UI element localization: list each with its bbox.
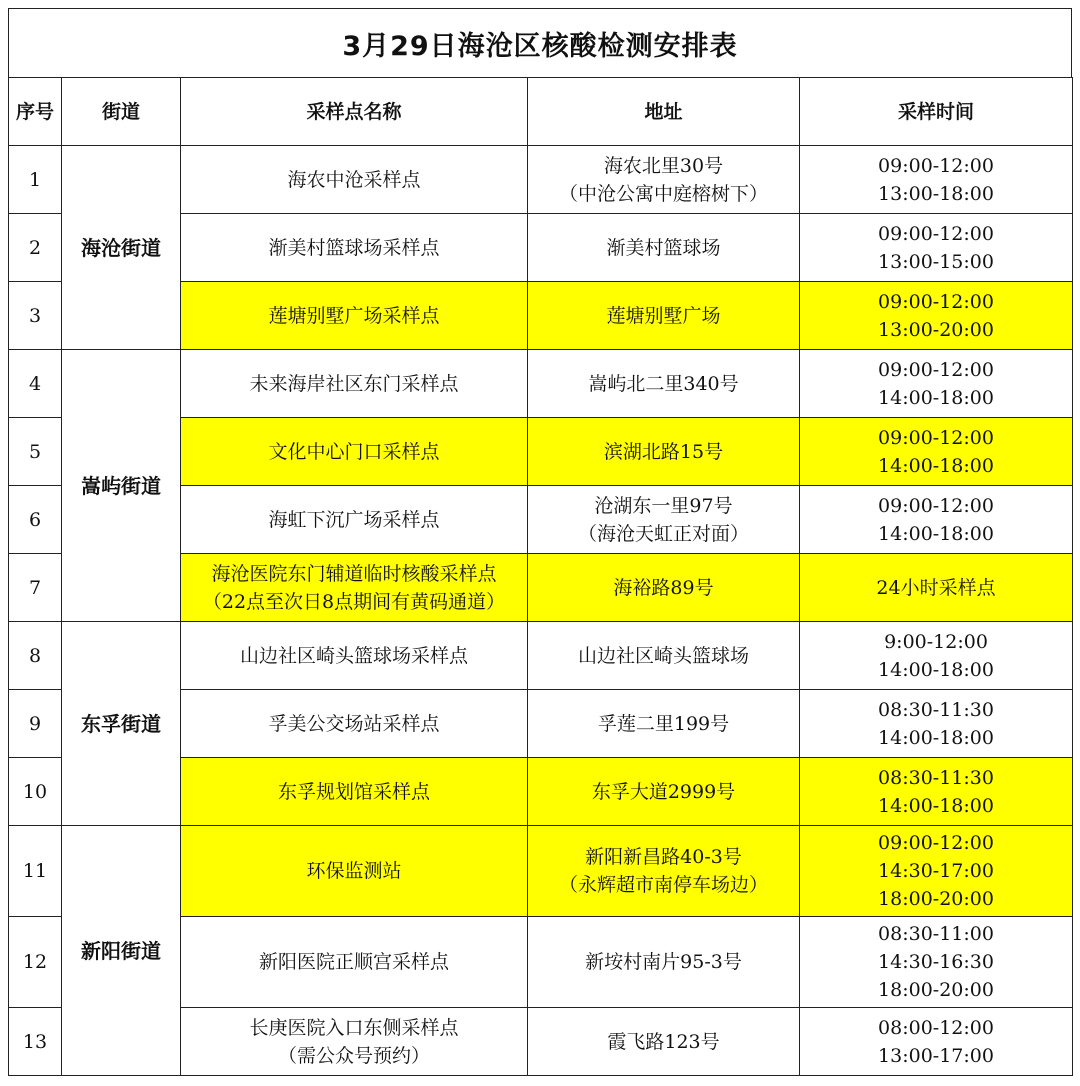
cell-time-line: 14:00-18:00 bbox=[878, 726, 994, 749]
cell-seq: 5 bbox=[9, 418, 62, 486]
cell-site bbox=[181, 690, 528, 758]
cell-time-line: 09:00-12:00 bbox=[878, 290, 994, 313]
cell-address-line: 霞飞路123号 bbox=[607, 1030, 720, 1053]
cell-address bbox=[528, 282, 800, 350]
cell-address-line: （中沧公寓中庭榕树下） bbox=[558, 182, 768, 205]
cell-address bbox=[528, 554, 800, 622]
cell-seq: 7 bbox=[9, 554, 62, 622]
cell-time-line: 14:00-18:00 bbox=[878, 658, 994, 681]
cell-street: 海沧街道 bbox=[62, 146, 181, 350]
cell-time-line: 09:00-12:00 bbox=[878, 154, 994, 177]
cell-site-line: 莲塘别墅广场采样点 bbox=[268, 304, 440, 327]
cell-time-line: 13:00-18:00 bbox=[878, 182, 994, 205]
cell-time bbox=[800, 758, 1073, 826]
cell-time-line: 09:00-12:00 bbox=[878, 494, 994, 517]
cell-address bbox=[528, 1008, 800, 1076]
cell-address-line: 新垵村南片95-3号 bbox=[585, 951, 742, 973]
cell-time-line: 08:30-11:30 bbox=[878, 766, 994, 789]
cell-time bbox=[800, 282, 1073, 350]
cell-site bbox=[181, 486, 528, 554]
cell-address-line: 东孚大道2999号 bbox=[591, 780, 736, 803]
cell-address-line: （海沧天虹正对面） bbox=[577, 522, 749, 545]
cell-address bbox=[528, 350, 800, 418]
cell-site-line: 海农中沧采样点 bbox=[287, 168, 421, 191]
cell-time bbox=[800, 146, 1073, 214]
cell-address-line: 沧湖东一里97号 bbox=[594, 494, 733, 517]
cell-site-line: （需公众号预约） bbox=[277, 1044, 430, 1067]
table-row bbox=[9, 622, 1073, 690]
cell-seq: 9 bbox=[9, 690, 62, 758]
cell-site bbox=[181, 418, 528, 486]
table-body bbox=[9, 146, 1073, 1076]
cell-address bbox=[528, 690, 800, 758]
cell-site bbox=[181, 917, 528, 1008]
cell-time-line: 13:00-20:00 bbox=[878, 318, 994, 341]
cell-time bbox=[800, 917, 1073, 1008]
cell-site-line: 孚美公交场站采样点 bbox=[268, 712, 440, 735]
cell-time-line: 14:30-17:00 bbox=[878, 860, 994, 882]
cell-street: 嵩屿街道 bbox=[62, 350, 181, 622]
cell-time bbox=[800, 418, 1073, 486]
cell-street: 东孚街道 bbox=[62, 622, 181, 826]
cell-time bbox=[800, 554, 1073, 622]
cell-time bbox=[800, 622, 1073, 690]
cell-address bbox=[528, 486, 800, 554]
cell-site-line: （22点至次日8点期间有黄码通道） bbox=[202, 590, 506, 613]
cell-time-line: 14:00-18:00 bbox=[878, 794, 994, 817]
cell-time-line: 13:00-17:00 bbox=[878, 1044, 994, 1067]
header-row bbox=[9, 78, 1073, 146]
cell-time-line: 08:30-11:00 bbox=[878, 923, 994, 945]
cell-site-line: 环保监测站 bbox=[306, 860, 402, 882]
cell-site bbox=[181, 282, 528, 350]
cell-seq: 10 bbox=[9, 758, 62, 826]
header-address: 地址 bbox=[528, 78, 800, 146]
cell-time bbox=[800, 214, 1073, 282]
cell-address-line: 嵩屿北二里340号 bbox=[588, 372, 739, 395]
cell-time bbox=[800, 690, 1073, 758]
cell-address-line: 海裕路89号 bbox=[613, 576, 714, 599]
cell-address bbox=[528, 622, 800, 690]
header-site: 采样点名称 bbox=[181, 78, 528, 146]
cell-time bbox=[800, 350, 1073, 418]
cell-time-line: 09:00-12:00 bbox=[878, 832, 994, 854]
cell-seq: 12 bbox=[9, 917, 62, 1008]
cell-address-line: 新阳新昌路40-3号 bbox=[585, 846, 742, 868]
cell-seq: 8 bbox=[9, 622, 62, 690]
cell-address bbox=[528, 214, 800, 282]
cell-site-line: 东孚规划馆采样点 bbox=[277, 780, 430, 803]
cell-time bbox=[800, 826, 1073, 917]
schedule-sheet bbox=[8, 8, 1072, 1078]
cell-time-line: 14:00-18:00 bbox=[878, 386, 994, 409]
cell-site bbox=[181, 826, 528, 917]
cell-time-line: 14:30-16:30 bbox=[878, 951, 994, 973]
cell-seq: 4 bbox=[9, 350, 62, 418]
cell-site-line: 未来海岸社区东门采样点 bbox=[249, 372, 459, 395]
cell-street: 新阳街道 bbox=[62, 826, 181, 1076]
cell-site-line: 新阳医院正顺宫采样点 bbox=[258, 951, 449, 973]
cell-site-line: 山边社区崎头篮球场采样点 bbox=[239, 644, 468, 667]
cell-time-line: 08:00-12:00 bbox=[878, 1016, 994, 1039]
cell-address-line: 孚莲二里199号 bbox=[597, 712, 730, 735]
cell-address bbox=[528, 146, 800, 214]
cell-site-line: 海虹下沉广场采样点 bbox=[268, 508, 440, 531]
cell-address bbox=[528, 758, 800, 826]
cell-time-line: 9:00-12:00 bbox=[884, 630, 988, 653]
cell-address-line: 滨湖北路15号 bbox=[603, 440, 724, 463]
cell-address-line: 莲塘别墅广场 bbox=[606, 304, 721, 327]
cell-time-line: 09:00-12:00 bbox=[878, 222, 994, 245]
cell-address-line: 山边社区崎头篮球场 bbox=[577, 644, 749, 667]
cell-seq: 11 bbox=[9, 826, 62, 917]
header-street: 街道 bbox=[62, 78, 181, 146]
cell-time-line: 08:30-11:30 bbox=[878, 698, 994, 721]
table-row bbox=[9, 350, 1073, 418]
cell-address bbox=[528, 917, 800, 1008]
cell-address-line: （永辉超市南停车场边） bbox=[558, 874, 768, 896]
cell-time-line: 18:00-20:00 bbox=[878, 979, 994, 1001]
cell-site bbox=[181, 758, 528, 826]
cell-address bbox=[528, 418, 800, 486]
cell-site bbox=[181, 214, 528, 282]
cell-site-line: 长庚医院入口东侧采样点 bbox=[249, 1016, 459, 1039]
cell-site-line: 文化中心门口采样点 bbox=[268, 440, 440, 463]
table-row bbox=[9, 826, 1073, 917]
cell-time-line: 14:00-18:00 bbox=[878, 522, 994, 545]
cell-time-line: 09:00-12:00 bbox=[878, 358, 994, 381]
cell-seq: 2 bbox=[9, 214, 62, 282]
cell-seq: 1 bbox=[9, 146, 62, 214]
cell-time-line: 24小时采样点 bbox=[876, 576, 996, 599]
cell-site-line: 海沧医院东门辅道临时核酸采样点 bbox=[211, 562, 497, 585]
schedule-table bbox=[8, 77, 1073, 1076]
cell-seq: 6 bbox=[9, 486, 62, 554]
cell-site bbox=[181, 622, 528, 690]
cell-time-line: 18:00-20:00 bbox=[878, 888, 994, 910]
cell-time bbox=[800, 486, 1073, 554]
cell-time bbox=[800, 1008, 1073, 1076]
cell-seq: 3 bbox=[9, 282, 62, 350]
cell-site bbox=[181, 554, 528, 622]
cell-time-line: 14:00-18:00 bbox=[878, 454, 994, 477]
table-row bbox=[9, 146, 1073, 214]
page-title: 3月29日海沧区核酸检测安排表 bbox=[8, 8, 1072, 77]
header-time: 采样时间 bbox=[800, 78, 1073, 146]
cell-seq: 13 bbox=[9, 1008, 62, 1076]
cell-site bbox=[181, 146, 528, 214]
cell-site-line: 渐美村篮球场采样点 bbox=[268, 236, 440, 259]
cell-address-line: 渐美村篮球场 bbox=[606, 236, 721, 259]
cell-time-line: 13:00-15:00 bbox=[878, 250, 994, 273]
cell-time-line: 09:00-12:00 bbox=[878, 426, 994, 449]
cell-site bbox=[181, 350, 528, 418]
cell-address-line: 海农北里30号 bbox=[603, 154, 724, 177]
cell-site bbox=[181, 1008, 528, 1076]
header-seq: 序号 bbox=[9, 78, 62, 146]
cell-address bbox=[528, 826, 800, 917]
